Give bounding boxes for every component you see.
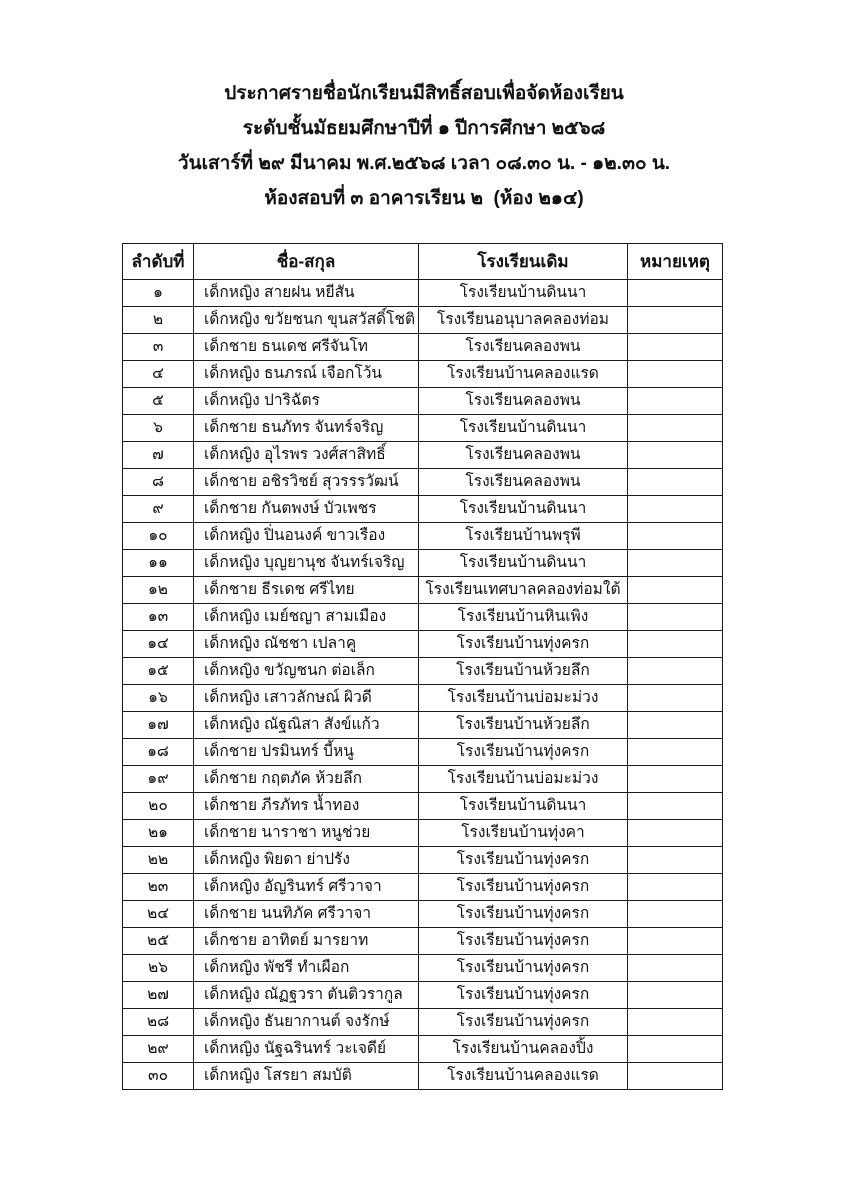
remark-cell bbox=[628, 982, 723, 1009]
student-number-cell: ๒๐ bbox=[123, 793, 194, 820]
former-school-cell: โรงเรียนคลองพน bbox=[419, 334, 628, 361]
table-row bbox=[123, 847, 723, 874]
student-name-cell: เด็กชาย อาทิตย์ มารยาท bbox=[194, 928, 419, 955]
student-number-cell: ๒๗ bbox=[123, 982, 194, 1009]
student-table-body bbox=[123, 280, 723, 1090]
student-name-cell: เด็กชาย นนทิภัค ศรีวาจา bbox=[194, 901, 419, 928]
document-title-line-2: ระดับชั้นมัธยมศึกษาปีที่ ๑ ปีการศึกษา ๒๕๖๘ bbox=[242, 118, 606, 139]
former-school-cell: โรงเรียนคลองพน bbox=[419, 469, 628, 496]
table-row bbox=[123, 631, 723, 658]
former-school-cell: โรงเรียนบ้านบ่อมะม่วง bbox=[419, 685, 628, 712]
table-row bbox=[123, 766, 723, 793]
remark-cell bbox=[628, 334, 723, 361]
former-school-cell: โรงเรียนอนุบาลคลองท่อม bbox=[419, 307, 628, 334]
student-name-cell: เด็กชาย นาราชา หนูช่วย bbox=[194, 820, 419, 847]
remark-cell bbox=[628, 496, 723, 523]
student-name-cell: เด็กชาย ธนเดช ศรีจันโท bbox=[194, 334, 419, 361]
student-name-cell: เด็กหญิง ณัฏฐวรา ตันติวรากูล bbox=[194, 982, 419, 1009]
column-header-school: โรงเรียนเดิม bbox=[419, 244, 628, 280]
table-row bbox=[123, 604, 723, 631]
former-school-cell: โรงเรียนบ้านดินนา bbox=[419, 496, 628, 523]
student-number-cell: ๑๔ bbox=[123, 631, 194, 658]
remark-cell bbox=[628, 739, 723, 766]
student-number-cell: ๒๙ bbox=[123, 1036, 194, 1063]
document-header bbox=[0, 76, 848, 216]
table-row bbox=[123, 874, 723, 901]
student-number-cell: ๒๖ bbox=[123, 955, 194, 982]
student-name-cell: เด็กหญิง ณัชชา เปลาคู bbox=[194, 631, 419, 658]
former-school-cell: โรงเรียนเทศบาลคลองท่อมใต้ bbox=[419, 577, 628, 604]
student-name-cell: เด็กหญิง บุญยานุช จันทร์เจริญ bbox=[194, 550, 419, 577]
table-row bbox=[123, 469, 723, 496]
remark-cell bbox=[628, 280, 723, 307]
former-school-cell: โรงเรียนบ้านดินนา bbox=[419, 280, 628, 307]
student-number-cell: ๔ bbox=[123, 361, 194, 388]
student-number-cell: ๕ bbox=[123, 388, 194, 415]
table-row bbox=[123, 1063, 723, 1090]
former-school-cell: โรงเรียนบ้านห้วยลึก bbox=[419, 658, 628, 685]
former-school-cell: โรงเรียนบ้านทุ่งครก bbox=[419, 739, 628, 766]
former-school-cell: โรงเรียนบ้านดินนา bbox=[419, 793, 628, 820]
remark-cell bbox=[628, 604, 723, 631]
document-title-line-3: วันเสาร์ที่ ๒๙ มีนาคม พ.ศ.๒๕๖๘ เวลา ๐๘.๓๐ น. - ๑๒.๓๐ น. bbox=[177, 153, 671, 174]
student-name-cell: เด็กหญิง นัฐฉรินทร์ วะเจดีย์ bbox=[194, 1036, 419, 1063]
table-row bbox=[123, 928, 723, 955]
remark-cell bbox=[628, 388, 723, 415]
table-row bbox=[123, 982, 723, 1009]
remark-cell bbox=[628, 577, 723, 604]
column-header-number: ลำดับที่ bbox=[123, 244, 194, 280]
remark-cell bbox=[628, 820, 723, 847]
remark-cell bbox=[628, 442, 723, 469]
student-number-cell: ๘ bbox=[123, 469, 194, 496]
table-row bbox=[123, 307, 723, 334]
table-row bbox=[123, 334, 723, 361]
former-school-cell: โรงเรียนคลองพน bbox=[419, 442, 628, 469]
student-number-cell: ๒๒ bbox=[123, 847, 194, 874]
remark-cell bbox=[628, 1036, 723, 1063]
table-row bbox=[123, 361, 723, 388]
table-row bbox=[123, 388, 723, 415]
student-number-cell: ๗ bbox=[123, 442, 194, 469]
former-school-cell: โรงเรียนบ้านห้วยลึก bbox=[419, 712, 628, 739]
student-name-cell: เด็กชาย กันตพงษ์ บัวเพชร bbox=[194, 496, 419, 523]
student-name-cell: เด็กหญิง ธนภรณ์ เจือกโว้น bbox=[194, 361, 419, 388]
student-number-cell: ๑๘ bbox=[123, 739, 194, 766]
table-row bbox=[123, 1009, 723, 1036]
student-number-cell: ๑๖ bbox=[123, 685, 194, 712]
student-name-cell: เด็กหญิง พิยดา ย่าปรัง bbox=[194, 847, 419, 874]
former-school-cell: โรงเรียนคลองพน bbox=[419, 388, 628, 415]
former-school-cell: โรงเรียนบ้านทุ่งครก bbox=[419, 928, 628, 955]
remark-cell bbox=[628, 523, 723, 550]
former-school-cell: โรงเรียนบ้านคลองแรด bbox=[419, 1063, 628, 1090]
table-row bbox=[123, 550, 723, 577]
table-row bbox=[123, 793, 723, 820]
student-name-cell: เด็กชาย ภีรภัทร น้ำทอง bbox=[194, 793, 419, 820]
student-number-cell: ๒๕ bbox=[123, 928, 194, 955]
former-school-cell: โรงเรียนบ้านคลองแรด bbox=[419, 361, 628, 388]
table-row bbox=[123, 496, 723, 523]
student-name-cell: เด็กหญิง ปิ่นอนงค์ ขาวเรือง bbox=[194, 523, 419, 550]
student-table-header bbox=[123, 244, 723, 280]
student-number-cell: ๑๙ bbox=[123, 766, 194, 793]
remark-cell bbox=[628, 361, 723, 388]
student-number-cell: ๓๐ bbox=[123, 1063, 194, 1090]
table-row bbox=[123, 739, 723, 766]
column-header-remark: หมายเหตุ bbox=[628, 244, 723, 280]
remark-cell bbox=[628, 685, 723, 712]
table-row bbox=[123, 955, 723, 982]
student-number-cell: ๙ bbox=[123, 496, 194, 523]
remark-cell bbox=[628, 955, 723, 982]
remark-cell bbox=[628, 847, 723, 874]
student-name-cell: เด็กชาย ธนภัทร จันทร์จริญ bbox=[194, 415, 419, 442]
student-number-cell: ๒๑ bbox=[123, 820, 194, 847]
table-row bbox=[123, 712, 723, 739]
student-name-cell: เด็กหญิง ณัฐณิสา สังข์แก้ว bbox=[194, 712, 419, 739]
student-name-cell: เด็กหญิง พัชรี ทำเผือก bbox=[194, 955, 419, 982]
former-school-cell: โรงเรียนบ้านดินนา bbox=[419, 550, 628, 577]
table-row bbox=[123, 280, 723, 307]
table-row bbox=[123, 901, 723, 928]
student-name-cell: เด็กหญิง ปาริฉัตร bbox=[194, 388, 419, 415]
former-school-cell: โรงเรียนบ้านพรุพี bbox=[419, 523, 628, 550]
table-row bbox=[123, 577, 723, 604]
student-name-cell: เด็กหญิง ขวัญชนก ต่อเล็ก bbox=[194, 658, 419, 685]
table-row bbox=[123, 523, 723, 550]
student-number-cell: ๑๐ bbox=[123, 523, 194, 550]
former-school-cell: โรงเรียนบ้านดินนา bbox=[419, 415, 628, 442]
student-number-cell: ๑๗ bbox=[123, 712, 194, 739]
student-number-cell: ๑๒ bbox=[123, 577, 194, 604]
former-school-cell: โรงเรียนบ้านบ่อมะม่วง bbox=[419, 766, 628, 793]
remark-cell bbox=[628, 631, 723, 658]
student-name-cell: เด็กหญิง อุไรพร วงศ์สาสิทธิ์ bbox=[194, 442, 419, 469]
student-number-cell: ๓ bbox=[123, 334, 194, 361]
remark-cell bbox=[628, 766, 723, 793]
remark-cell bbox=[628, 550, 723, 577]
document-title-line-4: ห้องสอบที่ ๓ อาคารเรียน ๒ (ห้อง ๒๑๔) bbox=[264, 188, 584, 209]
student-name-cell: เด็กชาย กฤตภัค ห้วยลึก bbox=[194, 766, 419, 793]
remark-cell bbox=[628, 901, 723, 928]
student-number-cell: ๑ bbox=[123, 280, 194, 307]
student-name-cell: เด็กชาย ปรมินทร์ บี้หนู bbox=[194, 739, 419, 766]
remark-cell bbox=[628, 658, 723, 685]
former-school-cell: โรงเรียนบ้านหินเพิง bbox=[419, 604, 628, 631]
student-number-cell: ๒๘ bbox=[123, 1009, 194, 1036]
student-number-cell: ๖ bbox=[123, 415, 194, 442]
former-school-cell: โรงเรียนบ้านทุ่งครก bbox=[419, 631, 628, 658]
table-row bbox=[123, 1036, 723, 1063]
student-name-cell: เด็กหญิง สายฝน หยีสัน bbox=[194, 280, 419, 307]
student-name-cell: เด็กหญิง อัญรินทร์ ศรีวาจา bbox=[194, 874, 419, 901]
table-row bbox=[123, 820, 723, 847]
student-name-cell: เด็กหญิง โสรยา สมบัติ bbox=[194, 1063, 419, 1090]
former-school-cell: โรงเรียนบ้านทุ่งคา bbox=[419, 820, 628, 847]
student-number-cell: ๒ bbox=[123, 307, 194, 334]
table-row bbox=[123, 415, 723, 442]
student-name-cell: เด็กหญิง ขวัยชนก ขุนสวัสดิ์โชติ bbox=[194, 307, 419, 334]
former-school-cell: โรงเรียนบ้านคลองปิ้ง bbox=[419, 1036, 628, 1063]
remark-cell bbox=[628, 307, 723, 334]
student-number-cell: ๒๔ bbox=[123, 901, 194, 928]
student-number-cell: ๑๓ bbox=[123, 604, 194, 631]
remark-cell bbox=[628, 712, 723, 739]
student-number-cell: ๑๕ bbox=[123, 658, 194, 685]
student-name-cell: เด็กหญิง ธันยากานต์ จงรักษ์ bbox=[194, 1009, 419, 1036]
student-name-cell: เด็กหญิง เสาวลักษณ์ ผิวดี bbox=[194, 685, 419, 712]
table-row bbox=[123, 442, 723, 469]
header-row bbox=[123, 244, 723, 280]
remark-cell bbox=[628, 928, 723, 955]
former-school-cell: โรงเรียนบ้านทุ่งครก bbox=[419, 982, 628, 1009]
former-school-cell: โรงเรียนบ้านทุ่งครก bbox=[419, 1009, 628, 1036]
remark-cell bbox=[628, 1009, 723, 1036]
remark-cell bbox=[628, 793, 723, 820]
student-number-cell: ๒๓ bbox=[123, 874, 194, 901]
former-school-cell: โรงเรียนบ้านทุ่งครก bbox=[419, 874, 628, 901]
remark-cell bbox=[628, 469, 723, 496]
document-title-line-1: ประกาศรายชื่อนักเรียนมีสิทธิ์สอบเพื่อจัดห้องเรียน bbox=[224, 83, 624, 104]
table-row bbox=[123, 658, 723, 685]
student-name-cell: เด็กชาย อชิรวิชย์ สุวรรรวัฒน์ bbox=[194, 469, 419, 496]
remark-cell bbox=[628, 874, 723, 901]
student-number-cell: ๑๑ bbox=[123, 550, 194, 577]
student-name-cell: เด็กหญิง เมย์ชญา สามเมือง bbox=[194, 604, 419, 631]
former-school-cell: โรงเรียนบ้านทุ่งครก bbox=[419, 847, 628, 874]
remark-cell bbox=[628, 1063, 723, 1090]
column-header-name: ชื่อ-สกุล bbox=[194, 244, 419, 280]
student-name-cell: เด็กชาย ธีรเดช ศรีไทย bbox=[194, 577, 419, 604]
former-school-cell: โรงเรียนบ้านทุ่งครก bbox=[419, 901, 628, 928]
former-school-cell: โรงเรียนบ้านทุ่งครก bbox=[419, 955, 628, 982]
table-row bbox=[123, 685, 723, 712]
student-table bbox=[122, 243, 723, 1090]
remark-cell bbox=[628, 415, 723, 442]
